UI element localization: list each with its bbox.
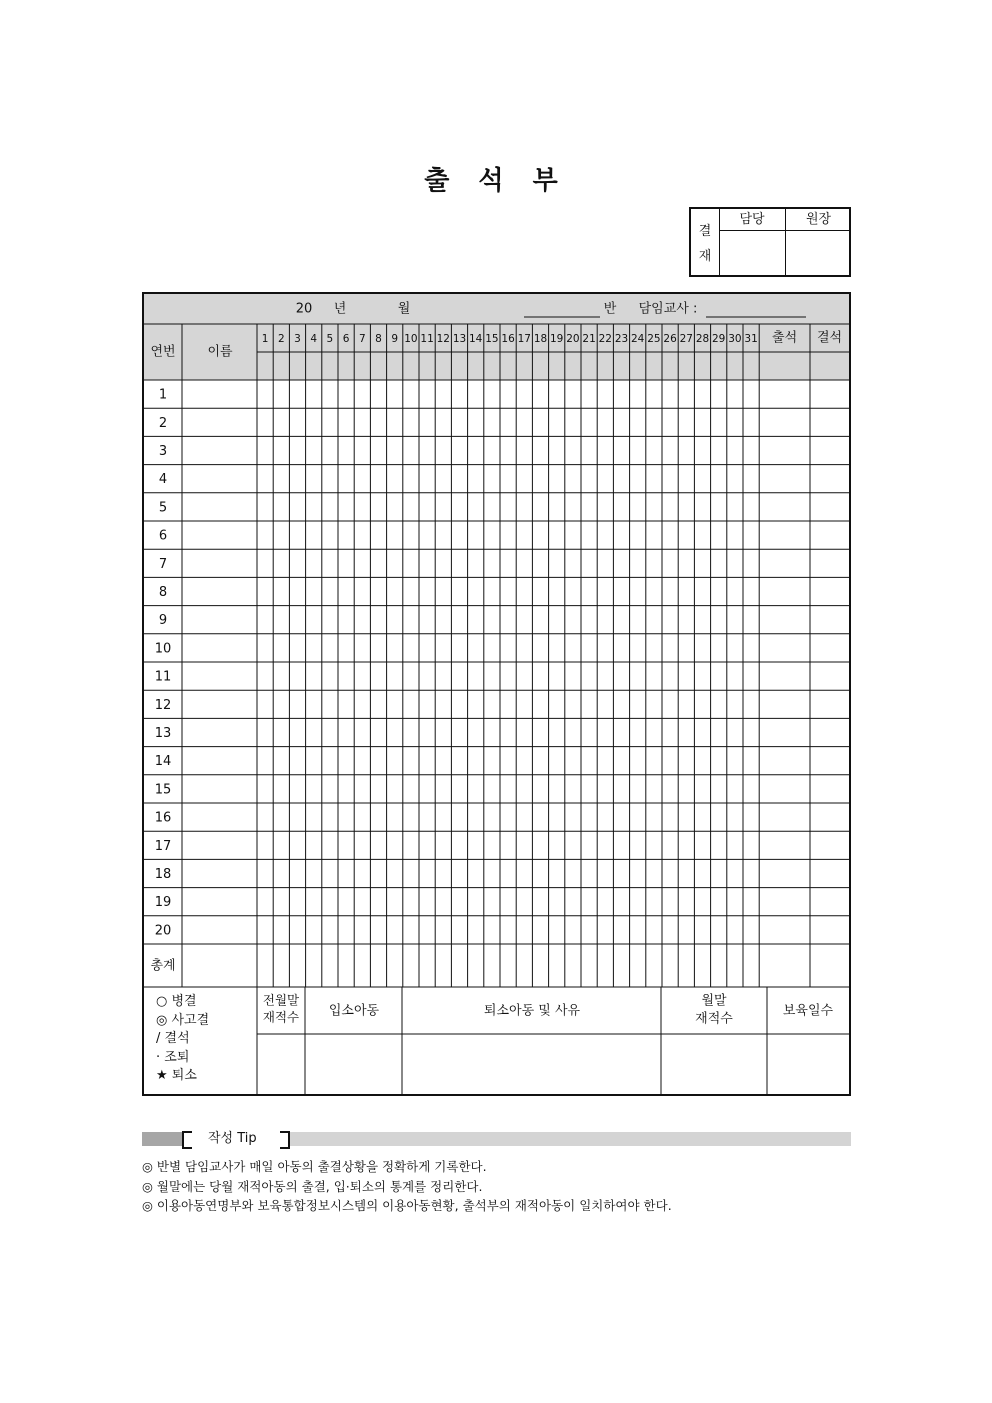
row-number: 14 bbox=[154, 754, 172, 770]
col-header-number: 연번 bbox=[150, 344, 176, 360]
approval-box bbox=[689, 207, 851, 277]
summary-prev-month: 전월말 bbox=[262, 992, 300, 1008]
day-header: 27 bbox=[679, 333, 693, 345]
page-title: 출 석 부 bbox=[424, 166, 568, 196]
row-number: 10 bbox=[154, 641, 172, 657]
day-header: 30 bbox=[728, 333, 742, 345]
row-number: 4 bbox=[158, 472, 168, 488]
month-unit: 월 bbox=[397, 301, 411, 317]
day-header: 12 bbox=[436, 333, 450, 345]
row-number: 8 bbox=[158, 585, 168, 600]
legend-item: ◎ 사고결 bbox=[156, 1012, 210, 1028]
day-header: 22 bbox=[598, 333, 612, 345]
day-header: 19 bbox=[550, 333, 564, 345]
row-number: 7 bbox=[158, 556, 168, 572]
row-number: 5 bbox=[158, 500, 168, 516]
tip-note: ◎ 월말에는 당월 재적아동의 출결, 입·퇴소의 통계를 정리한다. bbox=[142, 1178, 483, 1194]
approval-side-label: 결 재 bbox=[691, 209, 720, 275]
tip-label: 작성 Tip bbox=[208, 1131, 257, 1146]
year-unit: 년 bbox=[333, 301, 347, 317]
summary-withdrawn: 퇴소아동 및 사유 bbox=[483, 1003, 581, 1019]
day-header: 26 bbox=[663, 333, 677, 345]
day-header: 14 bbox=[469, 333, 483, 345]
tip-note: ◎ 이용아동연명부와 보육통합정보시스템의 이용아동현황, 출석부의 재적아동이 일치하여야 한다. bbox=[142, 1198, 672, 1213]
legend-item: · 조퇴 bbox=[156, 1049, 190, 1065]
total-label: 총계 bbox=[150, 958, 176, 974]
day-header: 9 bbox=[391, 333, 399, 345]
day-header: 5 bbox=[326, 333, 334, 345]
bracket-left-icon bbox=[182, 1131, 192, 1149]
summary-admitted: 입소아동 bbox=[328, 1003, 380, 1019]
day-header: 23 bbox=[614, 333, 629, 345]
day-header: 15 bbox=[485, 333, 499, 345]
day-header: 20 bbox=[566, 333, 580, 345]
day-header: 10 bbox=[404, 333, 418, 345]
attendance-grid bbox=[144, 294, 849, 1094]
day-header: 31 bbox=[744, 333, 758, 345]
row-number: 2 bbox=[158, 415, 168, 431]
row-number: 17 bbox=[154, 838, 172, 854]
day-header: 8 bbox=[375, 333, 382, 345]
teacher-label: 담임교사 : bbox=[638, 301, 698, 317]
col-header-name: 이름 bbox=[207, 344, 233, 360]
row-number: 12 bbox=[154, 697, 172, 713]
day-header: 16 bbox=[501, 333, 515, 345]
row-number: 20 bbox=[154, 923, 172, 939]
attendance-table bbox=[142, 292, 851, 1096]
day-header: 3 bbox=[294, 333, 301, 345]
row-number: 13 bbox=[154, 726, 172, 741]
row-number: 1 bbox=[158, 387, 168, 403]
row-number: 19 bbox=[154, 895, 172, 911]
summary-care-days: 보육일수 bbox=[782, 1003, 834, 1019]
approval-col-manager[interactable]: 담당 bbox=[719, 209, 786, 275]
row-number: 18 bbox=[154, 867, 172, 882]
day-header: 11 bbox=[420, 333, 434, 345]
day-header: 28 bbox=[695, 333, 710, 345]
day-header: 21 bbox=[582, 333, 596, 345]
year-prefix: 20 bbox=[295, 301, 313, 317]
tip-notes bbox=[142, 1157, 672, 1216]
day-header: 29 bbox=[712, 333, 726, 345]
bracket-right-icon bbox=[280, 1131, 290, 1149]
tip-bar-dark bbox=[142, 1132, 182, 1146]
col-header-absent: 결석 bbox=[816, 330, 843, 346]
approval-col-director[interactable]: 원장 bbox=[786, 209, 851, 275]
legend-item: ★ 퇴소 bbox=[156, 1068, 197, 1083]
row-number: 16 bbox=[154, 810, 172, 826]
summary-month-end: 월말 bbox=[701, 993, 727, 1009]
day-header: 24 bbox=[631, 333, 645, 345]
day-header: 7 bbox=[358, 333, 366, 345]
row-number: 3 bbox=[158, 444, 168, 459]
day-header: 2 bbox=[277, 333, 285, 345]
day-header: 1 bbox=[261, 333, 269, 345]
tip-bar bbox=[142, 1131, 851, 1147]
legend bbox=[156, 993, 209, 1086]
row-number: 9 bbox=[158, 613, 168, 629]
col-header-attend: 출석 bbox=[772, 330, 798, 346]
summary-prev-month: 재적수 bbox=[262, 1009, 300, 1025]
legend-item: / 결석 bbox=[156, 1031, 190, 1046]
day-header: 25 bbox=[647, 333, 661, 345]
summary-month-end: 재적수 bbox=[695, 1011, 733, 1027]
row-number: 15 bbox=[154, 782, 172, 798]
class-suffix: 반 bbox=[603, 301, 617, 317]
row-number: 6 bbox=[158, 528, 168, 544]
day-header: 18 bbox=[533, 333, 548, 345]
day-header: 13 bbox=[452, 333, 467, 345]
day-header: 17 bbox=[517, 333, 531, 345]
tip-note: ◎ 반별 담임교사가 매일 아동의 출결상황을 정확하게 기록한다. bbox=[142, 1159, 487, 1174]
tip-bar-light bbox=[290, 1132, 851, 1146]
day-header: 6 bbox=[342, 333, 350, 345]
day-header: 4 bbox=[310, 333, 318, 345]
legend-item: ○ 병결 bbox=[156, 994, 197, 1009]
row-number: 11 bbox=[154, 669, 172, 685]
